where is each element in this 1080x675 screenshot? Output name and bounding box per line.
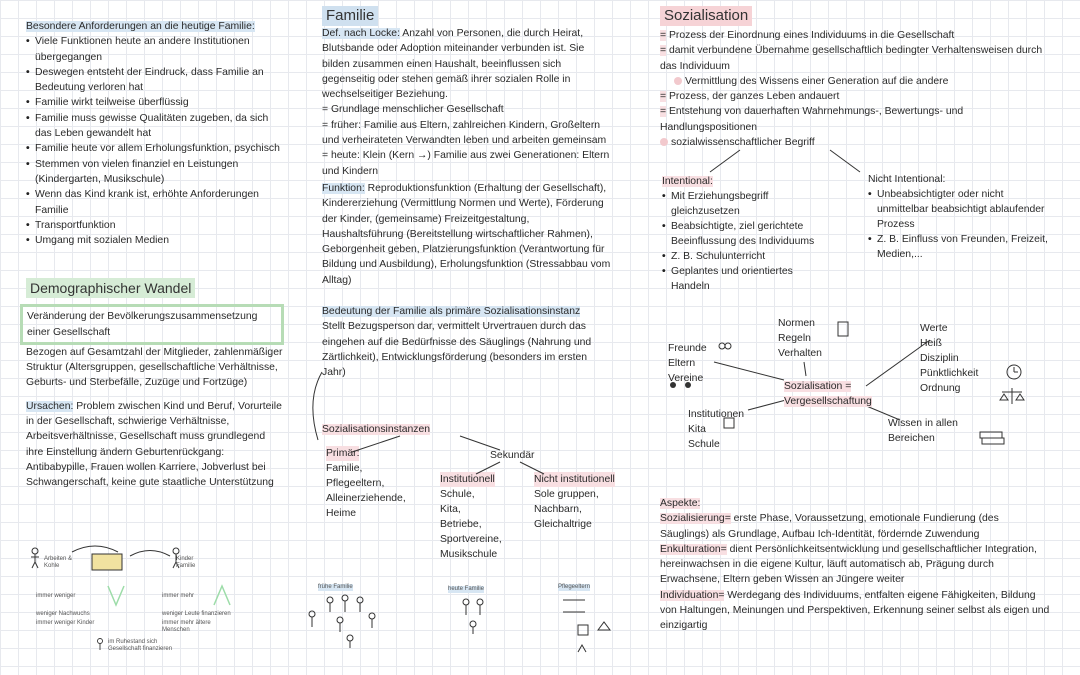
list-item: • Geplantes und orientiertes Handeln bbox=[662, 264, 827, 294]
sketch-today-family: heute Familie bbox=[448, 586, 485, 592]
list-item: • Deswegen entsteht der Eindruck, dass Familie an Bedeutung verloren hat bbox=[26, 65, 284, 96]
map-knowledge: Wissen in allen Bereichen bbox=[888, 418, 958, 444]
sketch-label-c: immer weniger bbox=[36, 593, 76, 599]
instances-title: Sozialisationsinstanzen bbox=[322, 424, 431, 435]
primary-instances: Primär: Familie, Pflegeeltern, Alleinerziehende, Heime bbox=[326, 448, 406, 519]
family-title: Familie bbox=[322, 6, 378, 26]
list-item: • Beabsichtigte, ziel gerichtete Beeinflussung des Individuums bbox=[662, 219, 827, 249]
def-line: = damit verbundene Übernahme gesellschaftlich bedingter Verhaltensweisen durch das Individuum bbox=[660, 45, 1043, 72]
non-institutional-instances: Nicht institutionell Sole gruppen, Nachbarn, Gleichaltrige bbox=[534, 474, 615, 530]
list-item: Nachbarn, bbox=[534, 504, 582, 515]
sketch-foster: Pflegeeltern bbox=[558, 584, 591, 590]
institutional-instances: Institutionell Schule, Kita, Betriebe, Sportvereine, Musikschule bbox=[440, 474, 502, 560]
demographic-definition: Veränderung der Bevölkerungszusammensetzung einer Gesellschaft bbox=[27, 311, 258, 338]
map-friends: Freunde Eltern Vereine bbox=[668, 343, 707, 384]
list-item: • Unbeabsichtigter oder nicht unmittelbar beabsichtigt ablaufender Prozess bbox=[868, 187, 1048, 232]
intentional-block: Intentional: • Mit Erziehungsbegriff gleichzusetzen • Beabsichtigte, ziel gerichtete Beeinflussung des Individuums • Z. B. Schulunterricht • Geplantes und orientiertes Handeln bbox=[662, 174, 827, 294]
map-norms: Normen Regeln Verhalten bbox=[778, 318, 822, 359]
aspects-section bbox=[660, 496, 1050, 634]
aspects-title: Aspekte: bbox=[660, 498, 701, 509]
non-intentional-block: Nicht Intentional: • Unbeabsichtigter oder nicht unmittelbar beabsichtigt ablaufender Prozess • Z. B. Einfluss von Freunden, Freizeit, Medien,... bbox=[868, 172, 1048, 262]
def-line: = Entstehung von dauerhaften Wahrnehmungs-, Bewertungs- und Handlungspositionen bbox=[660, 106, 964, 133]
family-functions: Funktion: Reproduktionsfunktion (Erhaltung der Gesellschaft), Kindererziehung (Vermittlung Normen und Werte), Förderung der Kinder, (gemeinsame) Freizeitgestaltung, Haushaltsführung (Bereitstellung wirtschaftlicher Rahmen), Geborgenheit geben, Platzierungsfunktion (Verantwortung für Bildung und Ausbildung), Erholungsfunktion (Stressabbau vom Alltag) bbox=[322, 182, 611, 286]
list-item: • Familie muss gewisse Qualitäten zugeben, da sich das Leben gewandelt hat bbox=[26, 111, 284, 142]
aspect-enculturation: Enkulturation= dient Persönlichkeitsentwicklung und gesellschaftlicher Integration, hereinwachsen in die eigene Kultur, läuft automatisch ab, Prägung durch Erwachsene, Eltern geben Wissen an Jüngere weiter bbox=[660, 543, 1037, 586]
list-item: Alleinerziehende, bbox=[326, 493, 406, 504]
sketch-label-a: Arbeiten & Kohle bbox=[44, 556, 73, 569]
list-item: Heime bbox=[326, 508, 357, 519]
def-line: sozialwissenschaftlicher Begriff bbox=[660, 135, 1055, 150]
sketch-label-d: immer mehr bbox=[162, 593, 195, 599]
list-item: • Familie wirkt teilweise überflüssig bbox=[26, 95, 284, 110]
list-item: Gleichaltrige bbox=[534, 519, 592, 530]
list-item: Schule, bbox=[440, 489, 475, 500]
list-item: Pflegeeltern, bbox=[326, 478, 385, 489]
family-base: = Grundlage menschlicher Gesellschaft bbox=[322, 104, 504, 116]
list-item: • Z. B. Schulunterricht bbox=[662, 249, 827, 264]
def-line: = Prozess, der ganzes Leben andauert bbox=[660, 91, 840, 103]
list-item: Familie, bbox=[326, 463, 363, 474]
list-item: • Familie heute vor allem Erholungsfunktion, psychisch bbox=[26, 141, 284, 156]
socialisation-title: Sozialisation bbox=[660, 6, 752, 26]
family-today: = heute: Klein (Kern →) Familie aus zwei Generationen: Eltern und Kindern bbox=[322, 150, 610, 177]
list-item: • Mit Erziehungsbegriff gleichzusetzen bbox=[662, 189, 827, 219]
list-item: Musikschule bbox=[440, 549, 498, 560]
family-definition: Def. nach Locke: Anzahl von Personen, die durch Heirat, Blutsbande oder Adoption miteinander verbunden ist. Sie bilden zusammen einen Haushalt, beeinflussen sich gegenseitig oder stehen gemäß ihrer sozialen Rolle in wechselseitiger Beziehung. bbox=[322, 28, 585, 101]
causes-text: Problem zwischen Kind und Beruf, Vorurteile in der Gesellschaft, schwierige Verhältnisse, Arbeitsverhältnisse, Gesellschaft muss grundlegend ihre Einstellung ändern Geburtenrückgang: Antibabypille, Frauen wollen Karriere, Jobverlust bei Schwangerschaft, keine gute staatliche Unterstützung bbox=[26, 400, 282, 489]
sketch-label-h: immer mehr ältere Menschen bbox=[162, 620, 211, 633]
requirements-header: Besondere Anforderungen an die heutige Familie: bbox=[26, 21, 255, 32]
sketch-label-g: immer weniger Kinder bbox=[36, 620, 95, 626]
aspect-individuation: Individuation= Werdegang des Individuums, entfalten eigene Fähigkeiten, Bildung von Haltungen, Meinungen und Perspektiven, Erkennung seiner selbst als eigen und einzigartig bbox=[660, 589, 1050, 632]
map-institutions: Institutionen Kita Schule bbox=[688, 409, 745, 450]
map-center: Sozialisation = Vergesellschaftung bbox=[784, 381, 872, 407]
list-item: Kita, bbox=[440, 504, 461, 515]
importance-text: Stellt Bezugsperson dar, vermittelt Urvertrauen durch das eingehen auf die Bedürfnisse des Säuglings (Nahrung und Zärtlichkeit), Entwicklungsförderung (besonders im ersten Jahr) bbox=[322, 321, 592, 379]
list-item: • Stemmen von vielen finanziel en Leistungen (Kindergarten, Musikschule) bbox=[26, 157, 284, 188]
map-values: Werte Heiß Disziplin Pünktlichkeit Ordnung bbox=[920, 323, 979, 394]
sketch-label-f: weniger Leute finanzieren bbox=[162, 611, 231, 617]
secondary-label: Sekundär bbox=[490, 450, 535, 461]
list-item: • Umgang mit sozialen Medien bbox=[26, 233, 284, 248]
sketch-label-e: weniger Nachwuchs bbox=[36, 611, 90, 617]
list-item: Sole gruppen, bbox=[534, 489, 599, 500]
def-line: Vermittlung des Wissens einer Generation auf die andere bbox=[660, 74, 1055, 89]
sketch-label-b: Kinder Familie bbox=[176, 556, 196, 569]
demographic-title: Demographischer Wandel bbox=[26, 278, 195, 298]
list-item: Betriebe, bbox=[440, 519, 482, 530]
list-item: Sportvereine, bbox=[440, 534, 502, 545]
list-item: • Wenn das Kind krank ist, erhöhte Anforderungen Familie bbox=[26, 187, 284, 218]
demographic-text: Bezogen auf Gesamtzahl der Mitglieder, zahlenmäßiger Struktur (Altersgruppen, gesellschaftliche Verhältnisse, Geburts- und Sterbefälle, Zuzüge und Fortzüge) bbox=[26, 346, 283, 389]
sketch-label-i: im Ruhestand sich Gesellschaft finanzieren bbox=[108, 639, 173, 652]
list-item: • Z. B. Einfluss von Freunden, Freizeit, Medien,... bbox=[868, 232, 1048, 262]
family-past: = früher: Familie aus Eltern, zahlreichen Kindern, Großeltern und verheirateten Verwandten leben und arbeiten gemeinsam bbox=[322, 119, 607, 147]
list-item: • Transportfunktion bbox=[26, 218, 284, 233]
importance-title: Bedeutung der Familie als primäre Sozialisationsinstanz bbox=[322, 306, 581, 317]
sketch-early-family: frühe Familie bbox=[318, 584, 353, 590]
def-line: = Prozess der Einordnung eines Individuums in die Gesellschaft bbox=[660, 30, 955, 41]
aspect-socialisation: Sozialisierung= erste Phase, Voraussetzung, emotionale Fundierung (des Säuglings) als Grundlage, Aufbau Ich-Identität, fördernde Zuwendung bbox=[660, 513, 999, 540]
causes-label: Ursachen: bbox=[26, 400, 74, 412]
list-item: • Viele Funktionen heute an andere Institutionen übergegangen bbox=[26, 34, 284, 65]
